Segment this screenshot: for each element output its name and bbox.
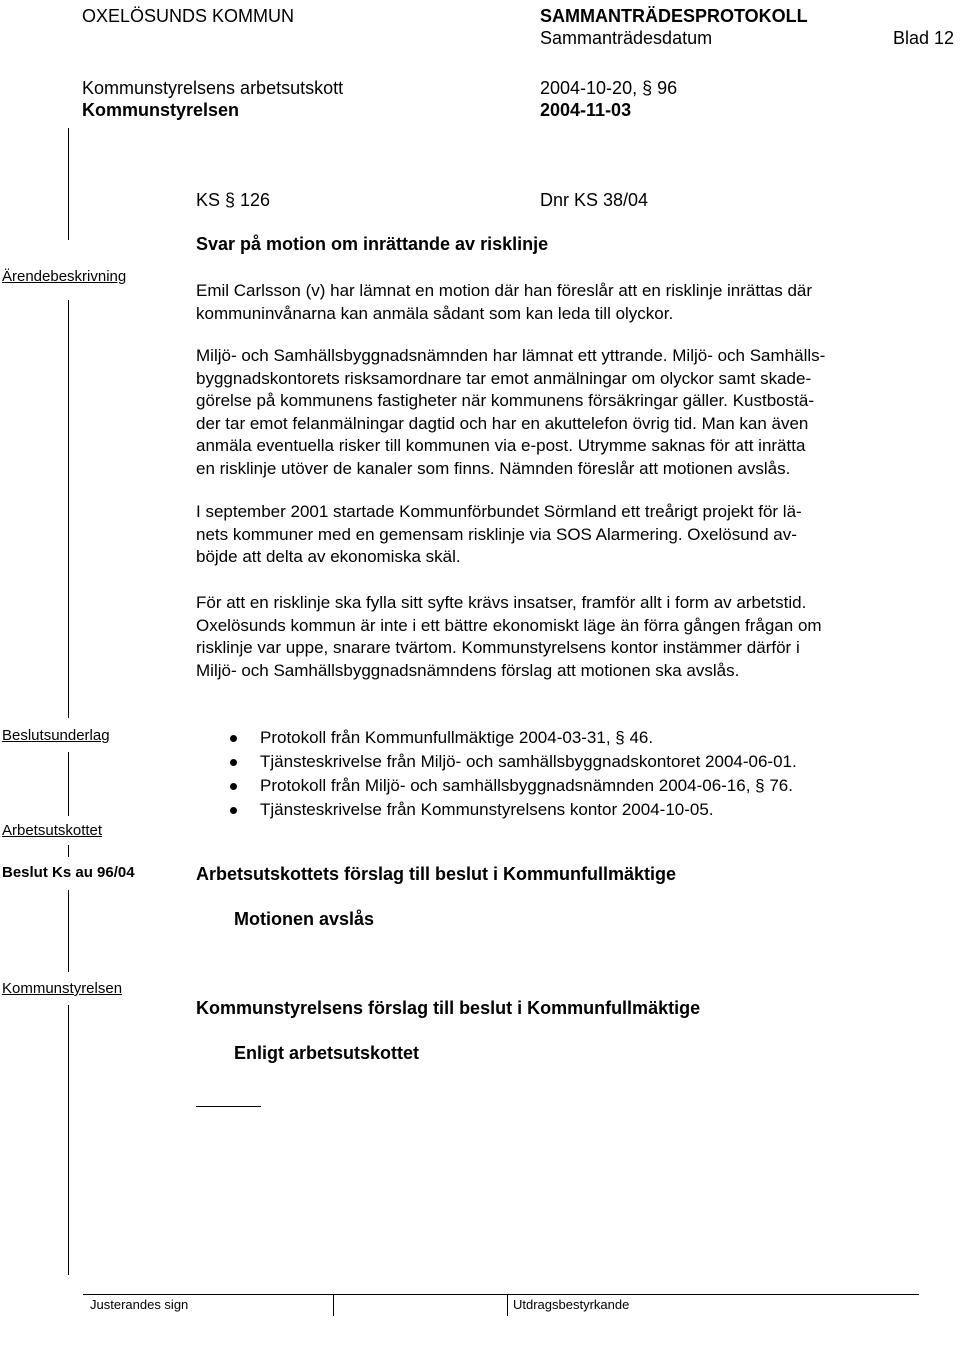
footer-rule bbox=[83, 1294, 919, 1295]
beslutsunderlag-list bbox=[230, 727, 797, 823]
margin-line bbox=[68, 300, 69, 718]
footer-divider bbox=[507, 1294, 508, 1316]
list-item bbox=[230, 775, 797, 799]
date-label: Sammanträdesdatum bbox=[540, 28, 713, 48]
bullet-icon bbox=[230, 807, 237, 814]
margin-line bbox=[68, 890, 69, 972]
paragraph-projekt bbox=[196, 501, 926, 569]
au-decision-heading: Arbetsutskottets förslag till beslut i Kommunfullmäktige bbox=[196, 864, 677, 884]
paragraph-yttrande bbox=[196, 345, 926, 480]
text-line: För att en risklinje ska fylla sitt syfte krävs insatser, framför allt i form av arbetstid. bbox=[196, 593, 807, 612]
body-2-date: 2004-11-03 bbox=[540, 100, 632, 120]
org-name: OXELÖSUNDS KOMMUN bbox=[82, 6, 295, 26]
utdragsbestyrkande: Utdragsbestyrkande bbox=[513, 1297, 630, 1312]
justerandes-sign: Justerandes sign bbox=[90, 1297, 189, 1312]
paragraph-motion bbox=[196, 280, 926, 325]
bullet-icon bbox=[230, 735, 237, 742]
sidebar-kommunstyrelsen: Kommunstyrelsen bbox=[2, 980, 123, 997]
text-line: I september 2001 startade Kommunförbundet Sörmland ett treårigt projekt för lä- bbox=[196, 502, 802, 521]
sidebar-arendebeskrivning: Ärendebeskrivning bbox=[2, 268, 127, 285]
text-line: Miljö- och Samhällsbyggnadsnämnden har lämnat ett yttrande. Miljö- och Samhälls- bbox=[196, 346, 826, 365]
text-line: Oxelösunds kommun är inte i ett bättre ekonomiskt läge än förra gången frågan om bbox=[196, 615, 822, 635]
text-line: böjde att delta av ekonomiska skäl. bbox=[196, 547, 461, 566]
text-line: kommuninvånarna kan anmäla sådant som kan leda till olyckor. bbox=[196, 303, 674, 323]
body-1-reference: 2004-10-20, § 96 bbox=[540, 78, 678, 98]
body-2-name: Kommunstyrelsen bbox=[82, 100, 240, 120]
au-decision: Motionen avslås bbox=[234, 909, 375, 929]
list-item bbox=[230, 727, 797, 751]
list-item-text: Protokoll från Miljö- och samhällsbyggnadsnämnden 2004-06-16, § 76. bbox=[260, 776, 793, 795]
text-line: der tar emot felanmälningar dagtid och har en akuttelefon övrig tid. Man kan även bbox=[196, 413, 809, 433]
page-number: Blad 12 bbox=[893, 28, 955, 48]
document-type: SAMMANTRÄDESPROTOKOLL bbox=[540, 6, 808, 26]
list-item-text: Tjänsteskrivelse från Kommunstyrelsens kontor 2004-10-05. bbox=[260, 800, 714, 819]
sidebar-arbetsutskottet: Arbetsutskottet bbox=[2, 822, 103, 839]
footer-divider bbox=[333, 1294, 334, 1316]
text-line: en risklinje utöver de kanaler som finns. Nämnden föreslår att motionen avslås. bbox=[196, 458, 791, 478]
case-title: Svar på motion om inrättande av risklinje bbox=[196, 234, 549, 254]
list-item bbox=[230, 799, 797, 823]
text-line: görelse på kommunens fastigheter när kommunens försäkringar gäller. Kustbostä- bbox=[196, 391, 814, 410]
margin-line bbox=[68, 845, 69, 857]
dnr: Dnr KS 38/04 bbox=[540, 190, 649, 210]
end-rule bbox=[196, 1106, 261, 1107]
text-line: nets kommuner med en gemensam risklinje via SOS Alarmering. Oxelösund av- bbox=[196, 524, 797, 544]
text-line: Emil Carlsson (v) har lämnat en motion där han föreslår att en risklinje inrättas där bbox=[196, 281, 813, 300]
paragraph-bedomning bbox=[196, 592, 926, 682]
ks-decision-heading: Kommunstyrelsens förslag till beslut i Kommunfullmäktige bbox=[196, 998, 701, 1018]
text-line: Miljö- och Samhällsbyggnadsnämndens förslag att motionen ska avslås. bbox=[196, 660, 740, 680]
sidebar-beslutsunderlag: Beslutsunderlag bbox=[2, 727, 110, 744]
margin-line bbox=[68, 128, 69, 240]
text-line: byggnadskontorets risksamordnare tar emot anmälningar om olyckor samt skade- bbox=[196, 368, 812, 388]
list-item-text: Tjänsteskrivelse från Miljö- och samhällsbyggnadskontoret 2004-06-01. bbox=[260, 752, 797, 771]
case-number: KS § 126 bbox=[196, 190, 271, 210]
text-line: risklinje var uppe, snarare tvärtom. Kommunstyrelsens kontor instämmer därför i bbox=[196, 638, 800, 657]
ks-decision: Enligt arbetsutskottet bbox=[234, 1043, 420, 1063]
body-1-name: Kommunstyrelsens arbetsutskott bbox=[82, 78, 344, 98]
bullet-icon bbox=[230, 759, 237, 766]
sidebar-beslut-ks-au: Beslut Ks au 96/04 bbox=[2, 864, 135, 881]
margin-line bbox=[68, 1005, 69, 1275]
margin-line bbox=[68, 752, 69, 816]
list-item bbox=[230, 751, 797, 775]
list-item-text: Protokoll från Kommunfullmäktige 2004-03-31, § 46. bbox=[260, 728, 654, 747]
bullet-icon bbox=[230, 783, 237, 790]
text-line: anmäla eventuella risker till kommunen via e-post. Utrymme saknas för att inrätta bbox=[196, 436, 806, 455]
